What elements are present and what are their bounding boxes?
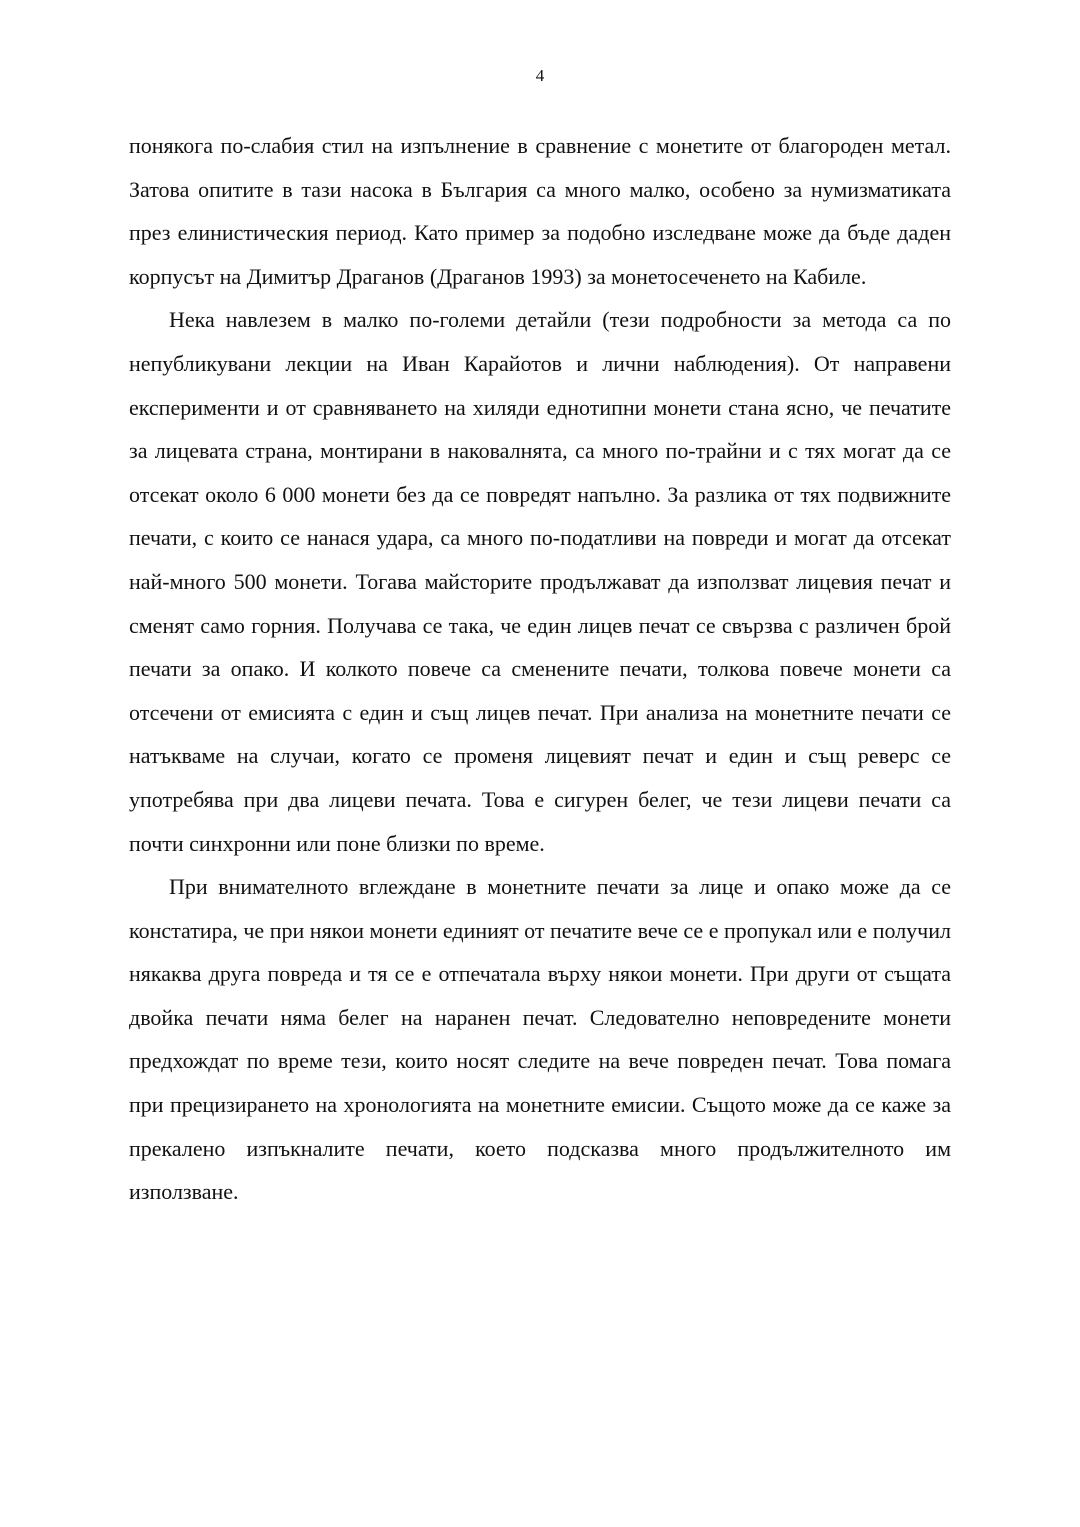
document-body: [129, 124, 951, 1214]
paragraph-1: понякога по-слабия стил на изпълнение в сравнение с монетите от благороден метал. Затова опитите в тази насока в България са много малко, особено за нумизматиката през елинистическия период. Като пример за подобно изследване може да бъде даден корпусът на Димитър Драганов (Драганов 1993) за монетосеченето на Кабиле.: [129, 133, 951, 289]
page-number: 4: [535, 66, 545, 85]
paragraph-3: При внимателното вглеждане в монетните печати за лице и опако може да се констатира, че при някои монети единият от печатите вече се е пропукал или е получил някаква друга повреда и тя се е отпечатала върху някои монети. При други от същата двойка печати няма белег на наранен печат. Следователно неповредените монети предхождат по време тези, които носят следите на вече повреден печат. Това помага при прецизирането на хронологията на монетните емисии. Същото може да се каже за прекалено изпъкналите печати, което подсказва много продължителното им използване.: [129, 874, 951, 1205]
paragraph-2: Нека навлезем в малко по-големи детайли (тези подробности за метода са по непубликувани лекции на Иван Карайотов и лични наблюдения). От направени експерименти и от сравняването на хиляди еднотипни монети стана ясно, че печатите за лицевата страна, монтирани в наковалнята, са много по-трайни и с тях могат да се отсекат около 6 000 монети без да се повредят напълно. За разлика от тях подвижните печати, с които се нанася удара, са много по-податливи на повреди и могат да отсекат най-много 500 монети. Тогава майсторите продължават да използват лицевия печат и сменят само горния. Получава се така, че един лицев печат се свързва с различен брой печати за опако. И колкото повече са сменените печати, толкова повече монети са отсечени от емисията с един и същ лицев печат. При анализа на монетните печати се натъкваме на случаи, когато се променя лицевият печат и един и същ реверс се употребява при два лицеви печата. Това е сигурен белег, че тези лицеви печати са почти синхронни или поне близки по време.: [129, 307, 951, 856]
